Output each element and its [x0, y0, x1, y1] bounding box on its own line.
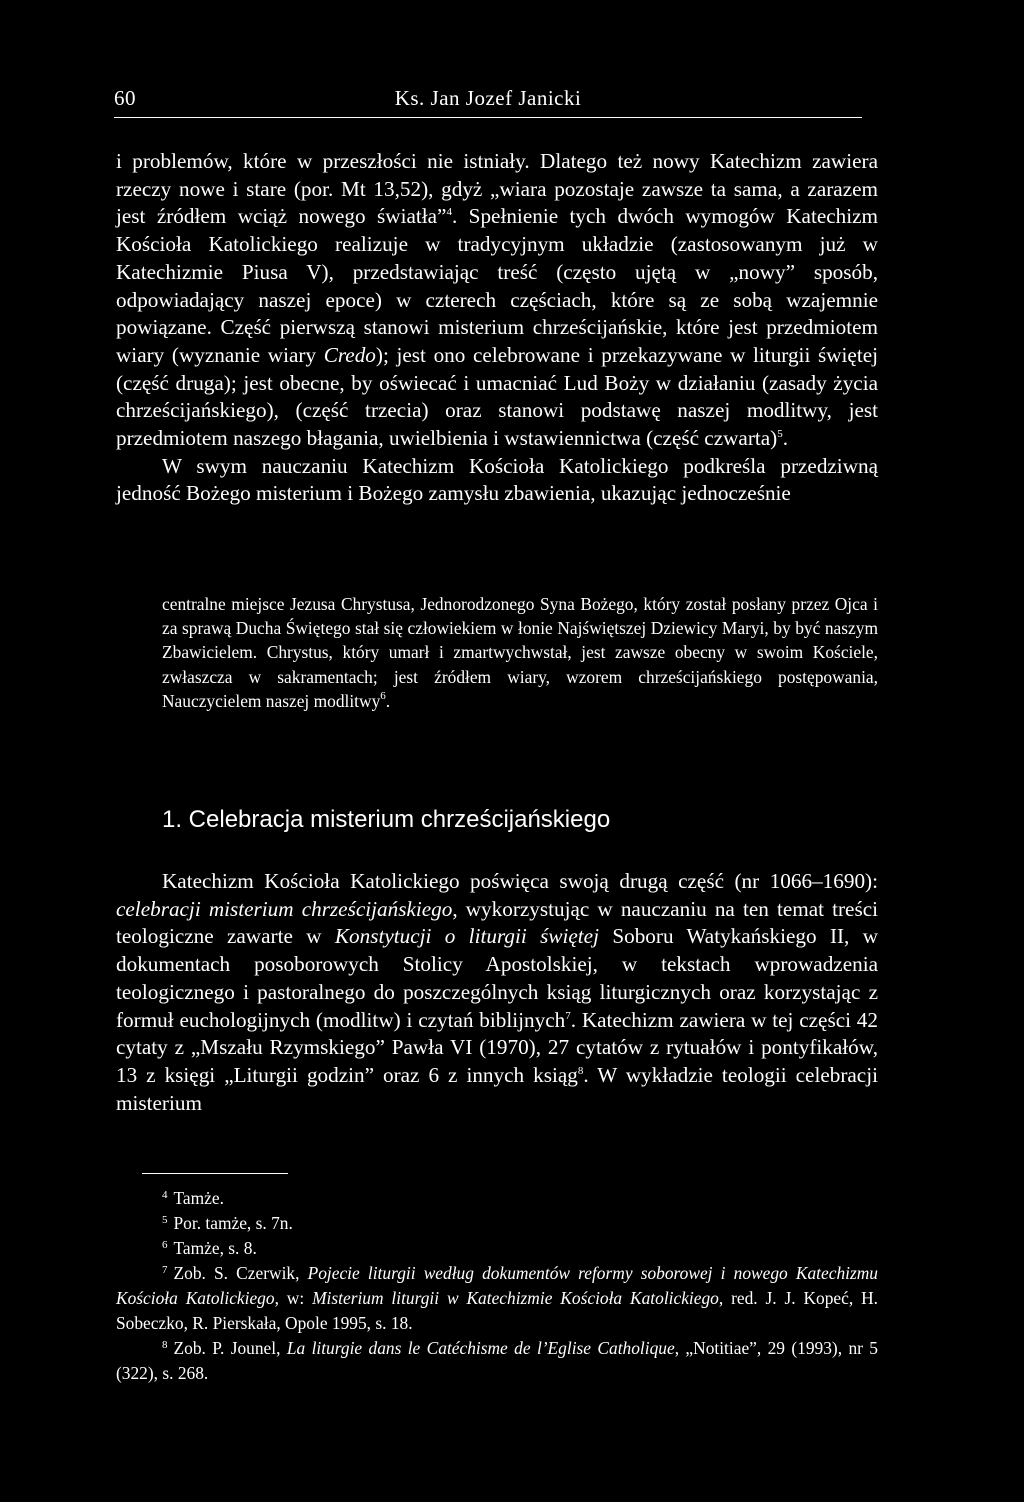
footnote-number: 4	[162, 1189, 168, 1201]
credo-italic: Credo	[323, 342, 376, 367]
running-head	[114, 86, 862, 111]
paragraph-3-text-a: Katechizm Kościoła Katolickiego poświęca swoją drugą część (nr 1066–1690):	[162, 869, 878, 893]
footnote-italic: Pojecie liturgii według dokumentów reformy soborowej i nowego Katechizmu Kościoła Katolickiego	[116, 1263, 879, 1308]
running-head-author: Ks. Jan Jozef Janicki	[394, 86, 582, 110]
footnote-item	[116, 1336, 878, 1386]
footnote-rule	[142, 1173, 288, 1174]
paragraph-2: W swym nauczaniu Katechizm Kościoła Katolickiego podkreśla przedziwną jedność Bożego misterium i Bożego zamysłu zbawienia, ukazując jednocześnie	[116, 453, 878, 506]
footnote-ref-7: 7	[565, 1009, 571, 1022]
footnote-item	[116, 1261, 878, 1336]
footnote-italic: Misterium liturgii w Katechizmie Kościoła Katolickiego	[312, 1288, 719, 1308]
footnote-text: , w:	[274, 1288, 313, 1308]
footnote-number: 5	[162, 1214, 168, 1226]
footnote-text: Tamże, s. 8.	[173, 1238, 257, 1258]
block-quote	[162, 592, 878, 713]
paragraph-3-text-c: Soboru Watykańskiego II, w dokumentach posoborowych Stolicy Apostolskiej, w tekstach wprowadzenia teologicznego i pastoralnego do poszczególnych ksiąg liturgicznych oraz korzystając z formuł euchologijnych (modlitw) i czytań biblijnych	[116, 924, 879, 1032]
footnote-text: , „Notitiae”, 29 (1993), nr 5 (322), s. 268.	[116, 1338, 878, 1383]
paragraph-1	[116, 148, 878, 453]
footnote-ref-6: 6	[380, 689, 386, 702]
paragraph-3	[116, 868, 878, 1117]
footnote-item	[116, 1186, 878, 1211]
footnote-item	[116, 1211, 878, 1236]
block-quote-end: .	[385, 690, 391, 711]
paragraph-1-text-d: .	[782, 426, 789, 451]
footnote-text: Zob. P. Jounel,	[173, 1338, 287, 1358]
paragraph-1-text-a: i problemów, które w przeszłości nie istniały. Dlatego też nowy Katechizm zawiera rzeczy nowe i stare (por. Mt 13,52), gdyż „wiara pozostaje zawsze ta sama, a zarazem jest źródłem wciąż nowego światła”	[116, 149, 878, 229]
page-number: 60	[114, 86, 136, 110]
footnote-number: 8	[162, 1339, 168, 1351]
footnote-number: 7	[162, 1264, 168, 1276]
paragraph-3-italic-b: Konstytucji o liturgii świętej	[334, 924, 599, 949]
footnote-ref-4: 4	[446, 206, 452, 219]
paragraph-3-text-e: . W wykładzie teologii celebracji misterium	[116, 1062, 878, 1115]
footnote-ref-5: 5	[777, 428, 783, 441]
paragraph-1-text-c: ); jest ono celebrowane i przekazywane w liturgii świętej (część druga); jest obecne, by oświecać i umacniać Lud Boży w działaniu (zasady życia chrześcijańskiego), (część trzecia) oraz stanowi podstawę naszej modlitwy, jest przedmiotem naszego błagania, uwielbienia i wstawiennictwa (część czwarta)	[116, 342, 879, 451]
footnote-ref-8: 8	[577, 1064, 584, 1077]
paragraph-3-text-b: , wykorzystując w nauczaniu na ten temat treści teologiczne zawarte w	[116, 896, 878, 949]
section-heading: 1. Celebracja misterium chrześcijańskiego	[162, 806, 611, 833]
footnote-italic: La liturgie dans le Catéchisme de l’Eglise Catholique	[286, 1338, 675, 1358]
paragraph-3-italic-a: celebracji misterium chrześcijańskiego	[116, 896, 453, 921]
body-text-upper	[116, 148, 878, 508]
footnote-number: 6	[162, 1239, 168, 1251]
header-rule	[114, 117, 862, 118]
footnote-text: Por. tamże, s. 7n.	[173, 1213, 293, 1233]
footnotes	[116, 1186, 878, 1386]
footnote-item	[116, 1236, 878, 1261]
block-quote-text: centralne miejsce Jezusa Chrystusa, Jednorodzonego Syna Bożego, który został posłany przez Ojca i za sprawą Ducha Świętego stał się człowiekiem w łonie Najświętszej Dziewicy Maryi, by być naszym Zbawicielem. Chrystus, który umarł i zmartwychwstał, jest zawsze obecny w swoim Kościele, zwłaszcza w sakramentach; jest źródłem wiary, wzorem chrześcijańskiego postępowania, Nauczycielem naszej modlitwy	[162, 594, 878, 711]
paragraph-3-text-d: . Katechizm zawiera w tej części 42 cytaty z „Mszału Rzymskiego” Pawła VI (1970), 27 cytatów z rytuałów i pontyfikałów, 13 z księgi „Liturgii godzin” oraz 6 z innych ksiąg	[116, 1007, 878, 1087]
footnote-text: , red. J. J. Kopeć, H. Sobeczko, R. Pierskała, Opole 1995, s. 18.	[116, 1288, 878, 1333]
footnote-text: Tamże.	[173, 1188, 224, 1208]
paragraph-1-text-b: . Spełnienie tych dwóch wymogów Katechizm Kościoła Katolickiego realizuje w tradycyjnym układzie (zastosowanym już w Katechizmie Piusa V), przedstawiając treść (często ujętą w „nowy” sposób, odpowiadający naszej epoce) w czterech częściach, które są ze sobą wzajemnie powiązane. Część pierwszą stanowi misterium chrześcijańskie, które jest przedmiotem wiary (wyznanie wiary	[116, 204, 878, 367]
footnote-text: Zob. S. Czerwik,	[173, 1263, 308, 1283]
body-text-lower	[116, 868, 878, 1117]
